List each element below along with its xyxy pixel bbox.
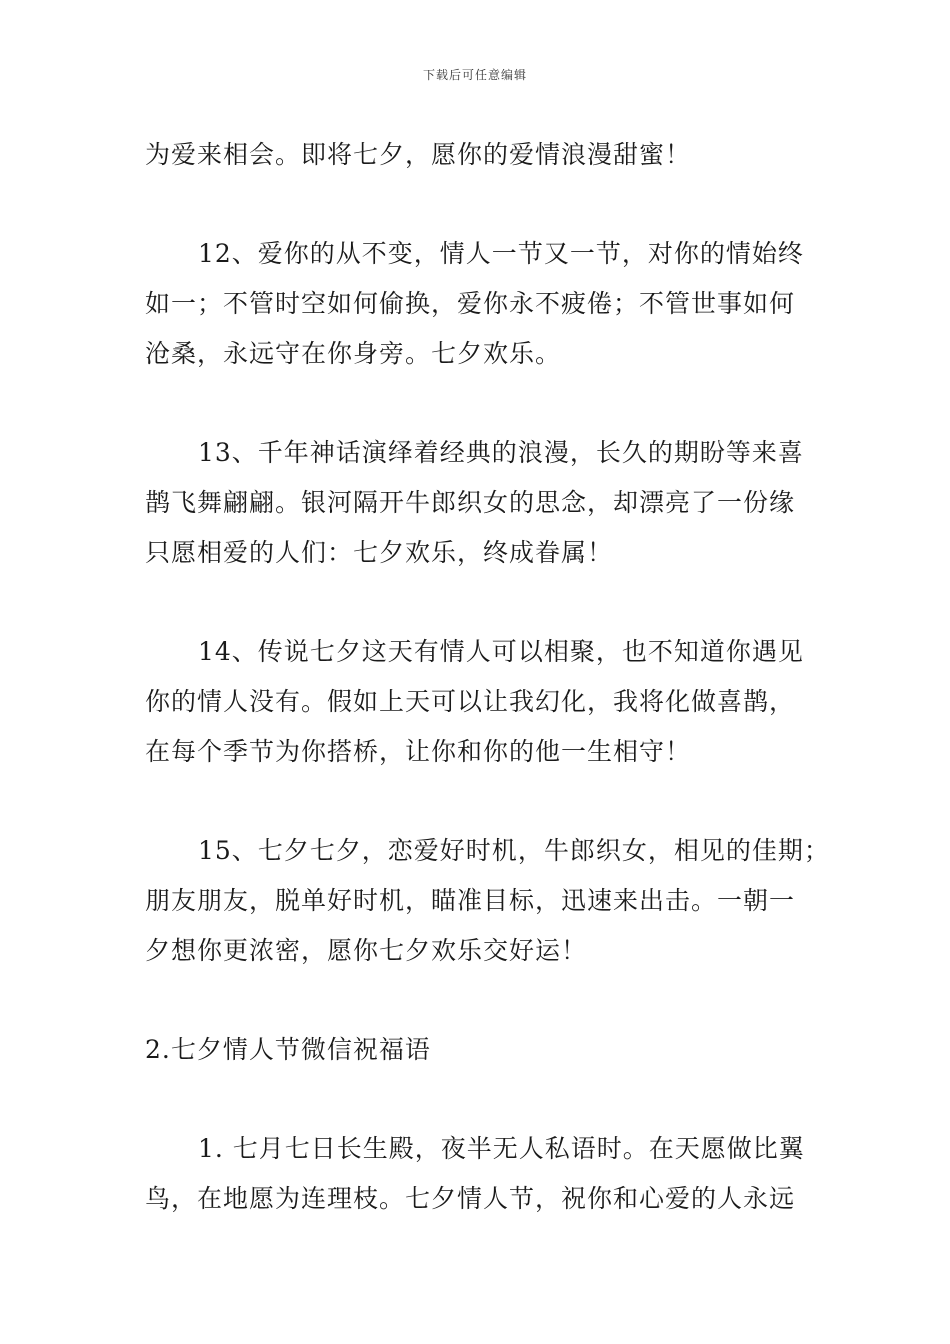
text-line: 你的情人没有。假如上天可以让我幻化，我将化做喜鹊， xyxy=(145,687,796,716)
section-heading: 2.七夕情人节微信祝福语 xyxy=(145,1035,431,1064)
text-line: 鸟，在地愿为连理枝。七夕情人节，祝你和心爱的人永远 xyxy=(145,1184,796,1213)
paragraph-item-12 xyxy=(145,229,815,379)
text-line: 鹊飞舞翩翩。银河隔开牛郎织女的思念，却漂亮了一份缘 xyxy=(145,488,796,517)
paragraph-continuation xyxy=(145,130,815,180)
text-line: 15、七夕七夕，恋爱好时机，牛郎织女，相见的佳期； xyxy=(198,836,830,865)
text-line: 在每个季节为你搭桥，让你和你的他一生相守！ xyxy=(145,737,692,766)
text-line: 朋友朋友，脱单好时机，瞄准目标，迅速来出击。一朝一 xyxy=(145,886,796,915)
text-line: 沧桑，永远守在你身旁。七夕欢乐。 xyxy=(145,339,562,368)
text-line: 为爱来相会。即将七夕，愿你的爱情浪漫甜蜜！ xyxy=(145,140,692,169)
text-line: 如一；不管时空如何偷换，爱你永不疲倦；不管世事如何 xyxy=(145,289,796,318)
document-body xyxy=(145,130,830,1224)
text-line: 13、千年神话演绎着经典的浪漫，长久的期盼等来喜 xyxy=(198,438,804,467)
page-header: 下载后可任意编辑 xyxy=(422,68,527,82)
paragraph-item-14 xyxy=(145,627,815,777)
text-line: 1. 七月七日长生殿，夜半无人私语时。在天愿做比翼 xyxy=(198,1134,805,1163)
text-line: 只愿相爱的人们：七夕欢乐，终成眷属！ xyxy=(145,538,614,567)
text-line: 12、爱你的从不变，情人一节又一节，对你的情始终 xyxy=(198,239,804,268)
paragraph-item-1 xyxy=(145,1124,815,1224)
text-line: 夕想你更浓密，愿你七夕欢乐交好运！ xyxy=(145,936,588,965)
text-line: 14、传说七夕这天有情人可以相聚，也不知道你遇见 xyxy=(198,637,804,666)
paragraph-item-13 xyxy=(145,428,815,578)
paragraph-item-15 xyxy=(145,826,830,976)
